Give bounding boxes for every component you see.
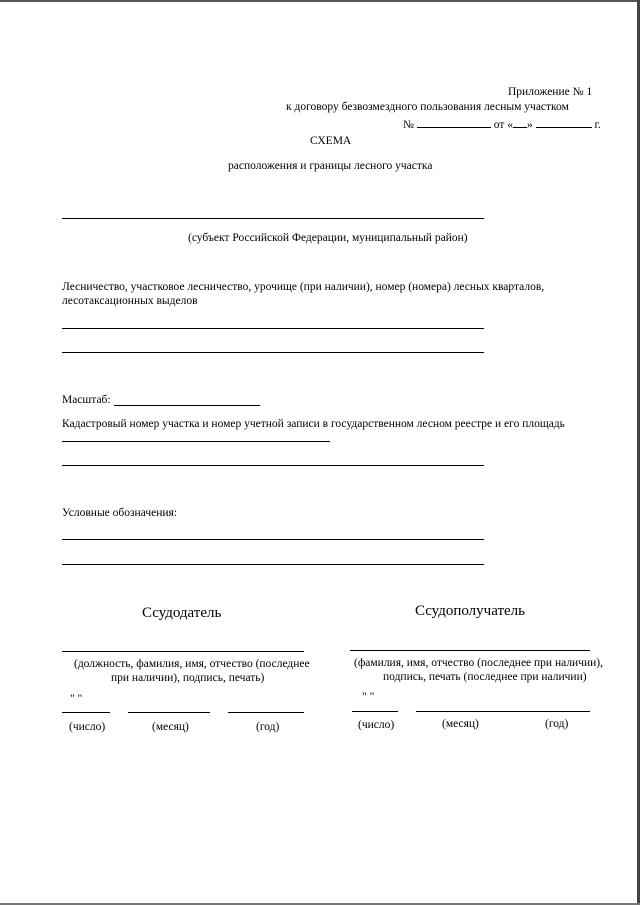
scale-line: [114, 405, 260, 406]
scale-label: Масштаб:: [62, 394, 111, 406]
document-subtitle: расположения и границы лесного участка: [228, 160, 433, 172]
legend-line-1: [62, 539, 484, 540]
borrower-signature-line: [350, 650, 590, 651]
borrower-month-year-line: [416, 711, 590, 712]
scan-edge-top: [0, 0, 640, 2]
cadastral-line-1: [62, 441, 330, 442]
contract-number-blank: [417, 116, 491, 128]
borrower-caption-line1: (фамилия, имя, отчество (последнее при наличии),: [354, 657, 604, 669]
borrower-day-line: [352, 711, 398, 712]
subject-caption: (субъект Российской Федерации, муниципальный район): [188, 232, 468, 244]
lender-signature-line: [62, 651, 304, 652]
lender-title: Ссудодатель: [142, 605, 222, 621]
lender-caption-line2: при наличии), подпись, печать): [111, 672, 265, 684]
borrower-month-caption: (месяц): [442, 718, 479, 730]
lender-date-quotes: " ": [70, 693, 83, 705]
legend-line-2: [62, 564, 484, 565]
lender-day-caption: (число): [69, 721, 106, 733]
lender-year-line: [228, 712, 304, 713]
contract-number-date-line: [403, 116, 601, 132]
borrower-day-caption: (число): [358, 719, 395, 731]
borrower-date-quotes: " ": [362, 691, 375, 703]
year-suffix: г.: [594, 119, 601, 131]
lender-day-line: [62, 712, 110, 713]
document-title: СХЕМА: [310, 135, 352, 147]
forestry-label-line2: лесотаксационных выделов: [62, 295, 198, 307]
cadastral-label: Кадастровый номер участка и номер учетной записи в государственном лесном реестре и его площадь: [62, 418, 565, 430]
contract-month-blank: [536, 116, 592, 128]
contract-reference: к договору безвозмездного пользования лесным участком: [286, 101, 569, 113]
lender-month-caption: (месяц): [152, 721, 189, 733]
legend-label: Условные обозначения:: [62, 507, 178, 519]
lender-year-caption: (год): [256, 721, 280, 733]
subject-line: [62, 218, 484, 219]
borrower-caption-line2: подпись, печать (последнее при наличии): [383, 671, 587, 683]
borrower-title: Ссудополучатель: [415, 603, 526, 619]
number-sign: №: [403, 119, 414, 131]
appendix-number: Приложение № 1: [508, 86, 593, 98]
forestry-line-1: [62, 328, 484, 329]
cadastral-line-2: [62, 465, 484, 466]
date-close-quote: »: [526, 119, 533, 131]
borrower-year-caption: (год): [545, 718, 569, 730]
date-from-label: от «: [493, 119, 513, 131]
forestry-line-2: [62, 352, 484, 353]
contract-day-blank: [513, 116, 527, 128]
lender-caption-line1: (должность, фамилия, имя, отчество (последнее: [74, 658, 310, 670]
forestry-label-line1: Лесничество, участковое лесничество, урочище (при наличии), номер (номера) лесных кварталов,: [62, 281, 545, 293]
lender-month-line: [128, 712, 210, 713]
